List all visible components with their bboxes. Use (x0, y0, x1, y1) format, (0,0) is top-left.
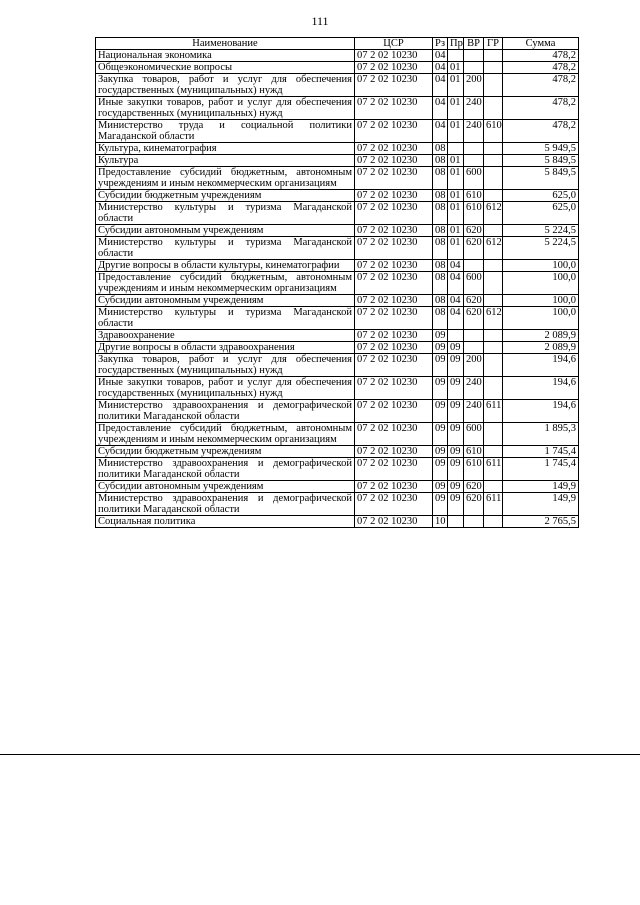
cell-vr: 240 (464, 120, 484, 143)
table-row (96, 62, 579, 74)
cell-vr: 620 (464, 295, 484, 307)
cell-gr (484, 377, 503, 400)
cell-csr: 07 2 02 10230 (355, 295, 433, 307)
cell-csr: 07 2 02 10230 (355, 493, 433, 516)
cell-csr: 07 2 02 10230 (355, 155, 433, 167)
cell-name: Министерство труда и социальной политики Магаданской области (96, 120, 355, 143)
cell-vr: 600 (464, 272, 484, 295)
cell-gr: 612 (484, 237, 503, 260)
cell-sum: 149,9 (503, 493, 579, 516)
cell-sum: 5 849,5 (503, 167, 579, 190)
cell-gr (484, 516, 503, 528)
cell-name: Министерство культуры и туризма Магаданской области (96, 237, 355, 260)
cell-csr: 07 2 02 10230 (355, 237, 433, 260)
cell-gr: 611 (484, 400, 503, 423)
cell-csr: 07 2 02 10230 (355, 50, 433, 62)
cell-sum: 2 089,9 (503, 342, 579, 354)
cell-rz: 09 (433, 423, 448, 446)
cell-name: Министерство культуры и туризма Магаданской области (96, 307, 355, 330)
cell-gr (484, 74, 503, 97)
cell-rz: 08 (433, 272, 448, 295)
table-row (96, 330, 579, 342)
cell-pr: 01 (448, 74, 464, 97)
cell-rz: 08 (433, 225, 448, 237)
cell-vr: 600 (464, 167, 484, 190)
cell-sum: 5 849,5 (503, 155, 579, 167)
cell-csr: 07 2 02 10230 (355, 260, 433, 272)
cell-pr: 09 (448, 342, 464, 354)
cell-rz: 04 (433, 74, 448, 97)
table-row (96, 516, 579, 528)
cell-gr (484, 423, 503, 446)
cell-pr: 01 (448, 97, 464, 120)
cell-gr: 611 (484, 458, 503, 481)
cell-name: Общеэкономические вопросы (96, 62, 355, 74)
cell-sum: 194,6 (503, 354, 579, 377)
cell-pr: 04 (448, 295, 464, 307)
cell-vr: 240 (464, 400, 484, 423)
cell-name: Другие вопросы в области здравоохранения (96, 342, 355, 354)
cell-vr: 610 (464, 458, 484, 481)
cell-rz: 09 (433, 330, 448, 342)
table-row (96, 481, 579, 493)
cell-rz: 09 (433, 446, 448, 458)
cell-vr: 240 (464, 97, 484, 120)
cell-sum: 478,2 (503, 97, 579, 120)
cell-gr: 610 (484, 120, 503, 143)
cell-name: Субсидии бюджетным учреждениям (96, 446, 355, 458)
cell-pr: 09 (448, 446, 464, 458)
cell-rz: 09 (433, 400, 448, 423)
cell-csr: 07 2 02 10230 (355, 516, 433, 528)
cell-name: Министерство здравоохранения и демографической политики Магаданской области (96, 400, 355, 423)
cell-gr (484, 225, 503, 237)
cell-sum: 2 765,5 (503, 516, 579, 528)
table-row (96, 446, 579, 458)
cell-sum: 478,2 (503, 74, 579, 97)
cell-vr: 610 (464, 446, 484, 458)
cell-csr: 07 2 02 10230 (355, 400, 433, 423)
table-row (96, 295, 579, 307)
cell-name: Министерство культуры и туризма Магаданской области (96, 202, 355, 225)
cell-name: Субсидии автономным учреждениям (96, 295, 355, 307)
cell-gr (484, 155, 503, 167)
cell-rz: 08 (433, 202, 448, 225)
cell-vr (464, 155, 484, 167)
cell-gr (484, 97, 503, 120)
header-pr: Пр (448, 38, 464, 50)
header-sum: Сумма (503, 38, 579, 50)
cell-sum: 5 949,5 (503, 143, 579, 155)
cell-name: Культура, кинематография (96, 143, 355, 155)
cell-pr: 09 (448, 458, 464, 481)
cell-gr (484, 295, 503, 307)
cell-name: Субсидии автономным учреждениям (96, 225, 355, 237)
cell-vr: 610 (464, 202, 484, 225)
table-row (96, 225, 579, 237)
cell-vr: 610 (464, 190, 484, 202)
cell-rz: 09 (433, 377, 448, 400)
cell-pr: 09 (448, 400, 464, 423)
cell-name: Министерство здравоохранения и демографической политики Магаданской области (96, 493, 355, 516)
table-row (96, 272, 579, 295)
cell-name: Предоставление субсидий бюджетным, автономным учреждениям и иным некоммерческим организациям (96, 167, 355, 190)
cell-sum: 625,0 (503, 202, 579, 225)
cell-gr (484, 272, 503, 295)
cell-name: Культура (96, 155, 355, 167)
cell-name: Другие вопросы в области культуры, кинематографии (96, 260, 355, 272)
cell-csr: 07 2 02 10230 (355, 377, 433, 400)
cell-rz: 08 (433, 237, 448, 260)
cell-vr: 620 (464, 237, 484, 260)
cell-gr (484, 446, 503, 458)
cell-csr: 07 2 02 10230 (355, 458, 433, 481)
cell-sum: 194,6 (503, 377, 579, 400)
cell-sum: 194,6 (503, 400, 579, 423)
cell-gr (484, 167, 503, 190)
cell-sum: 5 224,5 (503, 237, 579, 260)
cell-pr: 01 (448, 237, 464, 260)
cell-pr: 04 (448, 307, 464, 330)
cell-rz: 08 (433, 295, 448, 307)
cell-sum: 1 745,4 (503, 446, 579, 458)
cell-rz: 08 (433, 307, 448, 330)
cell-vr: 620 (464, 307, 484, 330)
cell-name: Предоставление субсидий бюджетным, автономным учреждениям и иным некоммерческим организациям (96, 272, 355, 295)
cell-csr: 07 2 02 10230 (355, 74, 433, 97)
cell-pr: 09 (448, 423, 464, 446)
table-row (96, 307, 579, 330)
cell-csr: 07 2 02 10230 (355, 330, 433, 342)
cell-rz: 09 (433, 354, 448, 377)
table-row (96, 143, 579, 155)
cell-pr: 04 (448, 272, 464, 295)
cell-pr: 09 (448, 354, 464, 377)
cell-sum: 478,2 (503, 62, 579, 74)
cell-sum: 100,0 (503, 260, 579, 272)
cell-rz: 10 (433, 516, 448, 528)
cell-vr (464, 260, 484, 272)
cell-pr: 04 (448, 260, 464, 272)
cell-vr (464, 342, 484, 354)
cell-csr: 07 2 02 10230 (355, 225, 433, 237)
cell-csr: 07 2 02 10230 (355, 423, 433, 446)
cell-vr (464, 516, 484, 528)
cell-rz: 09 (433, 493, 448, 516)
cell-csr: 07 2 02 10230 (355, 143, 433, 155)
cell-name: Субсидии бюджетным учреждениям (96, 190, 355, 202)
header-vr: ВР (464, 38, 484, 50)
cell-rz: 09 (433, 458, 448, 481)
cell-gr: 612 (484, 202, 503, 225)
cell-name: Субсидии автономным учреждениям (96, 481, 355, 493)
cell-gr (484, 62, 503, 74)
cell-csr: 07 2 02 10230 (355, 342, 433, 354)
budget-table (95, 37, 579, 528)
table-row (96, 120, 579, 143)
table-body (96, 50, 579, 528)
cell-pr: 01 (448, 155, 464, 167)
cell-pr: 09 (448, 481, 464, 493)
cell-name: Социальная политика (96, 516, 355, 528)
cell-sum: 478,2 (503, 120, 579, 143)
header-gr: ГР (484, 38, 503, 50)
cell-vr: 240 (464, 377, 484, 400)
table-row (96, 97, 579, 120)
cell-pr: 01 (448, 120, 464, 143)
table-row (96, 155, 579, 167)
table-row (96, 237, 579, 260)
cell-rz: 04 (433, 62, 448, 74)
header-name: Наименование (96, 38, 355, 50)
cell-name: Закупка товаров, работ и услуг для обеспечения государственных (муниципальных) нужд (96, 354, 355, 377)
cell-csr: 07 2 02 10230 (355, 120, 433, 143)
cell-pr: 09 (448, 377, 464, 400)
cell-rz: 09 (433, 481, 448, 493)
table-row (96, 354, 579, 377)
cell-csr: 07 2 02 10230 (355, 167, 433, 190)
table-header-row (96, 38, 579, 50)
cell-gr: 611 (484, 493, 503, 516)
cell-csr: 07 2 02 10230 (355, 97, 433, 120)
cell-sum: 5 224,5 (503, 225, 579, 237)
cell-gr (484, 481, 503, 493)
cell-vr (464, 62, 484, 74)
cell-rz: 04 (433, 50, 448, 62)
cell-pr: 01 (448, 202, 464, 225)
cell-csr: 07 2 02 10230 (355, 307, 433, 330)
cell-csr: 07 2 02 10230 (355, 272, 433, 295)
cell-sum: 149,9 (503, 481, 579, 493)
table-row (96, 377, 579, 400)
cell-name: Национальная экономика (96, 50, 355, 62)
cell-sum: 625,0 (503, 190, 579, 202)
cell-gr (484, 143, 503, 155)
cell-rz: 09 (433, 342, 448, 354)
cell-rz: 08 (433, 167, 448, 190)
cell-gr (484, 190, 503, 202)
cell-name: Предоставление субсидий бюджетным, автономным учреждениям и иным некоммерческим организациям (96, 423, 355, 446)
cell-gr (484, 330, 503, 342)
cell-vr: 600 (464, 423, 484, 446)
cell-rz: 04 (433, 97, 448, 120)
cell-rz: 04 (433, 120, 448, 143)
page-number: 111 (311, 14, 329, 28)
cell-sum: 100,0 (503, 307, 579, 330)
cell-pr: 01 (448, 167, 464, 190)
cell-vr: 200 (464, 354, 484, 377)
table-row (96, 423, 579, 446)
cell-name: Иные закупки товаров, работ и услуг для обеспечения государственных (муниципальных) нужд (96, 97, 355, 120)
cell-pr (448, 516, 464, 528)
cell-csr: 07 2 02 10230 (355, 446, 433, 458)
cell-vr (464, 143, 484, 155)
cell-vr: 620 (464, 225, 484, 237)
cell-sum: 1 745,4 (503, 458, 579, 481)
cell-pr: 01 (448, 190, 464, 202)
footer-rule (0, 754, 640, 755)
cell-gr (484, 260, 503, 272)
table-row (96, 202, 579, 225)
cell-vr: 620 (464, 493, 484, 516)
cell-rz: 08 (433, 155, 448, 167)
cell-vr (464, 330, 484, 342)
cell-csr: 07 2 02 10230 (355, 354, 433, 377)
cell-pr: 01 (448, 62, 464, 74)
table-row (96, 190, 579, 202)
cell-csr: 07 2 02 10230 (355, 481, 433, 493)
cell-gr (484, 342, 503, 354)
header-csr: ЦСР (355, 38, 433, 50)
cell-name: Иные закупки товаров, работ и услуг для обеспечения государственных (муниципальных) нужд (96, 377, 355, 400)
table-row (96, 493, 579, 516)
cell-pr: 09 (448, 493, 464, 516)
cell-vr (464, 50, 484, 62)
cell-vr: 620 (464, 481, 484, 493)
cell-sum: 100,0 (503, 272, 579, 295)
cell-gr (484, 50, 503, 62)
cell-csr: 07 2 02 10230 (355, 190, 433, 202)
cell-sum: 478,2 (503, 50, 579, 62)
table-row (96, 458, 579, 481)
cell-pr (448, 143, 464, 155)
table-row (96, 74, 579, 97)
cell-csr: 07 2 02 10230 (355, 62, 433, 74)
cell-name: Закупка товаров, работ и услуг для обеспечения государственных (муниципальных) нужд (96, 74, 355, 97)
table-row (96, 167, 579, 190)
cell-sum: 100,0 (503, 295, 579, 307)
cell-name: Министерство здравоохранения и демографической политики Магаданской области (96, 458, 355, 481)
table-row (96, 400, 579, 423)
cell-rz: 08 (433, 260, 448, 272)
header-rz: Рз (433, 38, 448, 50)
cell-pr (448, 330, 464, 342)
cell-name: Здравоохранение (96, 330, 355, 342)
cell-pr: 01 (448, 225, 464, 237)
table-row (96, 50, 579, 62)
table-row (96, 342, 579, 354)
cell-sum: 2 089,9 (503, 330, 579, 342)
cell-sum: 1 895,3 (503, 423, 579, 446)
cell-rz: 08 (433, 143, 448, 155)
cell-vr: 200 (464, 74, 484, 97)
cell-pr (448, 50, 464, 62)
table-row (96, 260, 579, 272)
cell-gr: 612 (484, 307, 503, 330)
cell-rz: 08 (433, 190, 448, 202)
cell-gr (484, 354, 503, 377)
cell-csr: 07 2 02 10230 (355, 202, 433, 225)
